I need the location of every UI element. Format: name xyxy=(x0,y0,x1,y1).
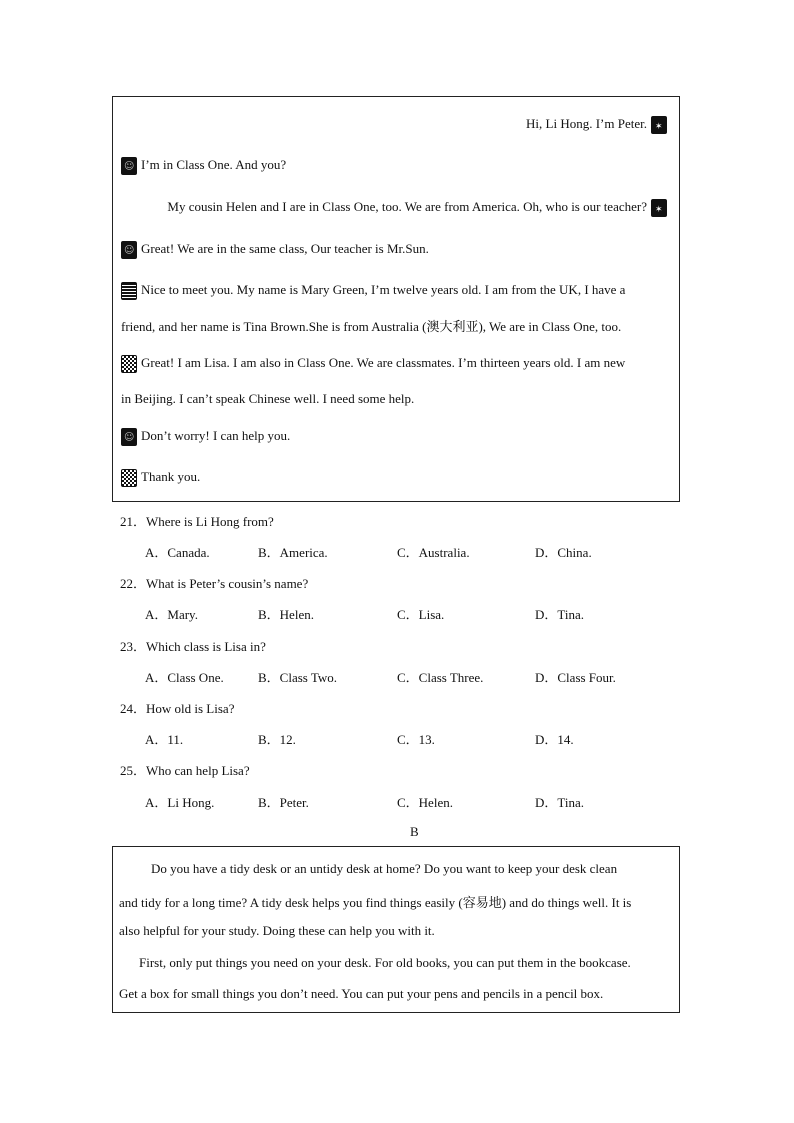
dialogue-text: Great! I am Lisa. I am also in Class One. We are classmates. I’m thirteen years old. I am new xyxy=(141,355,626,370)
option-b[interactable]: B．Helen. xyxy=(258,607,314,622)
option-a[interactable]: A．11. xyxy=(145,732,184,747)
dialogue-text: My cousin Helen and I are in Class One, too. We are from America. Oh, who is our teacher? xyxy=(167,199,647,214)
option-c[interactable]: C．13. xyxy=(397,732,435,747)
speaker-lisa-icon xyxy=(121,469,137,487)
option-b[interactable]: B．Peter. xyxy=(258,795,309,810)
dialogue-text: I’m in Class One. And you? xyxy=(141,157,287,172)
option-d[interactable]: D．Class Four. xyxy=(535,670,616,685)
dialogue-line xyxy=(121,428,671,446)
option-a[interactable]: A．Li Hong. xyxy=(145,795,215,810)
dialogue-line xyxy=(121,157,671,175)
option-d[interactable]: D．Tina. xyxy=(535,607,585,622)
passage-line: also helpful for your study. Doing these can help you with it. xyxy=(119,923,435,938)
question-23: 23．Which class is Lisa in? xyxy=(120,639,266,654)
dialogue-line xyxy=(121,241,671,259)
dialogue-text: Don’t worry! I can help you. xyxy=(141,428,291,443)
options-23 xyxy=(145,667,665,683)
passage-line: Do you have a tidy desk or an untidy desk at home? Do you want to keep your desk clean xyxy=(151,861,618,876)
dialogue-line xyxy=(121,319,671,335)
speaker-lihong-icon xyxy=(121,157,137,175)
speaker-mary-icon xyxy=(121,282,137,300)
speaker-peter-icon xyxy=(651,116,667,134)
dialogue-text: Great! We are in the same class, Our teacher is Mr.Sun. xyxy=(141,241,429,256)
question-24: 24．How old is Lisa? xyxy=(120,701,235,716)
speaker-peter-icon xyxy=(651,199,667,217)
options-22 xyxy=(145,604,665,620)
option-b[interactable]: B．America. xyxy=(258,545,328,560)
passage-line: and tidy for a long time? A tidy desk helps you find things easily (容易地) and do things well. It is xyxy=(119,895,632,910)
speaker-lisa-icon xyxy=(121,355,137,373)
option-d[interactable]: D．14. xyxy=(535,732,574,747)
question-21: 21．Where is Li Hong from? xyxy=(120,514,274,529)
option-c[interactable]: C．Lisa. xyxy=(397,607,445,622)
dialogue-line xyxy=(167,199,667,217)
option-a[interactable]: A．Mary. xyxy=(145,607,198,622)
section-b-label: B xyxy=(410,824,419,839)
passage-line: First, only put things you need on your desk. For old books, you can put them in the bookcase. xyxy=(139,955,631,970)
dialogue-line xyxy=(526,116,667,134)
dialogue-text: in Beijing. I can’t speak Chinese well. I need some help. xyxy=(121,391,415,406)
speaker-lihong-icon xyxy=(121,241,137,259)
passage-box xyxy=(112,846,680,1013)
speaker-lihong-icon xyxy=(121,428,137,446)
option-c[interactable]: C．Class Three. xyxy=(397,670,484,685)
dialogue-line xyxy=(121,282,671,300)
options-21 xyxy=(145,542,665,558)
options-24 xyxy=(145,729,665,745)
dialogue-line xyxy=(121,469,671,487)
option-a[interactable]: A．Class One. xyxy=(145,670,224,685)
option-c[interactable]: C．Australia. xyxy=(397,545,470,560)
option-a[interactable]: A．Canada. xyxy=(145,545,210,560)
dialogue-line xyxy=(121,391,671,407)
options-25 xyxy=(145,792,665,808)
option-b[interactable]: B．12. xyxy=(258,732,296,747)
question-22: 22．What is Peter’s cousin’s name? xyxy=(120,576,309,591)
question-25: 25．Who can help Lisa? xyxy=(120,763,250,778)
dialogue-line xyxy=(121,355,671,373)
dialogue-text: Nice to meet you. My name is Mary Green, I’m twelve years old. I am from the UK, I have a xyxy=(141,282,626,297)
option-d[interactable]: D．China. xyxy=(535,545,592,560)
option-c[interactable]: C．Helen. xyxy=(397,795,453,810)
dialogue-text: friend, and her name is Tina Brown.She is from Australia (澳大利亚), We are in Class One, too. xyxy=(121,319,622,334)
dialogue-text: Hi, Li Hong. I’m Peter. xyxy=(526,116,647,131)
option-b[interactable]: B．Class Two. xyxy=(258,670,338,685)
passage-line: Get a box for small things you don’t need. You can put your pens and pencils in a pencil box. xyxy=(119,986,604,1001)
option-d[interactable]: D．Tina. xyxy=(535,795,585,810)
dialogue-text: Thank you. xyxy=(141,469,201,484)
dialogue-box xyxy=(112,96,680,502)
